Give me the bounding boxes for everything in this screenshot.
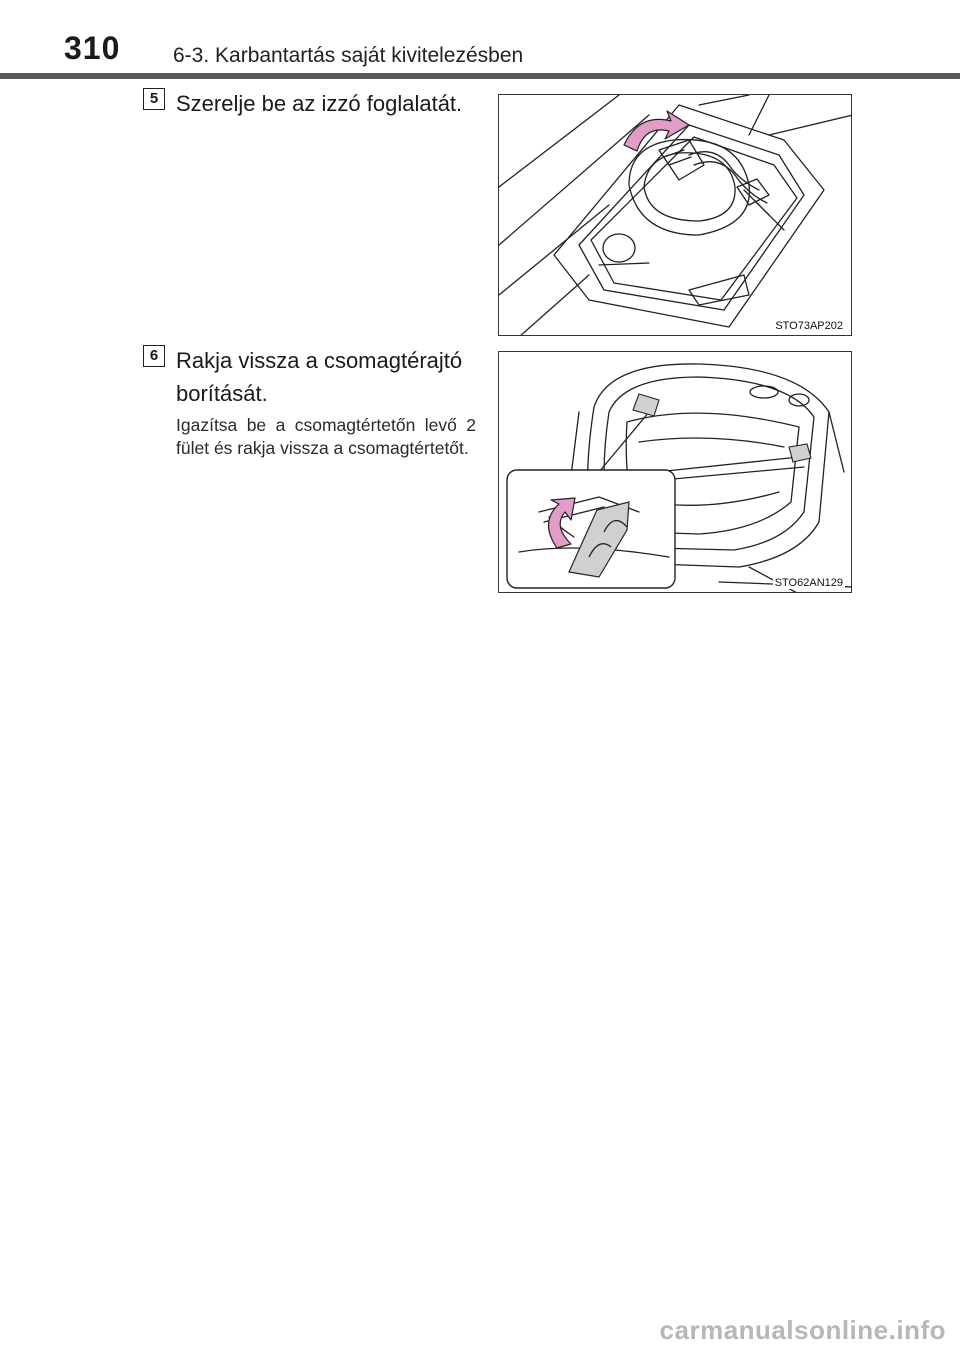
page-number: 310 [64,30,121,66]
header-rule [0,73,960,79]
figure-code: STO62AN129 [774,577,843,589]
bulb-socket-illustration [499,95,852,336]
step-6-note: Igazítsa be a csomagtértetőn levő 2 fület és rakja vissza a csomagtértetőt. [176,415,476,458]
figure-code: STO73AP202 [775,320,843,332]
step-6-text: Rakja vissza a csomagtérajtó borítását. [176,348,463,406]
figure-bulb-socket [498,94,852,336]
tab-right-icon [789,444,811,462]
section-title: 6-3. Karbantartás saját kivitelezésben [173,44,524,67]
step-6-badge: 6 [143,345,165,367]
tab-left-icon [633,394,659,416]
watermark: carmanualsonline.info [659,1315,946,1345]
step-5-badge: 5 [143,88,165,110]
step-5-text: Szerelje be az izzó foglalatát. [176,91,463,116]
figure-trunk-cover [498,351,852,593]
trunk-cover-illustration [499,352,852,593]
